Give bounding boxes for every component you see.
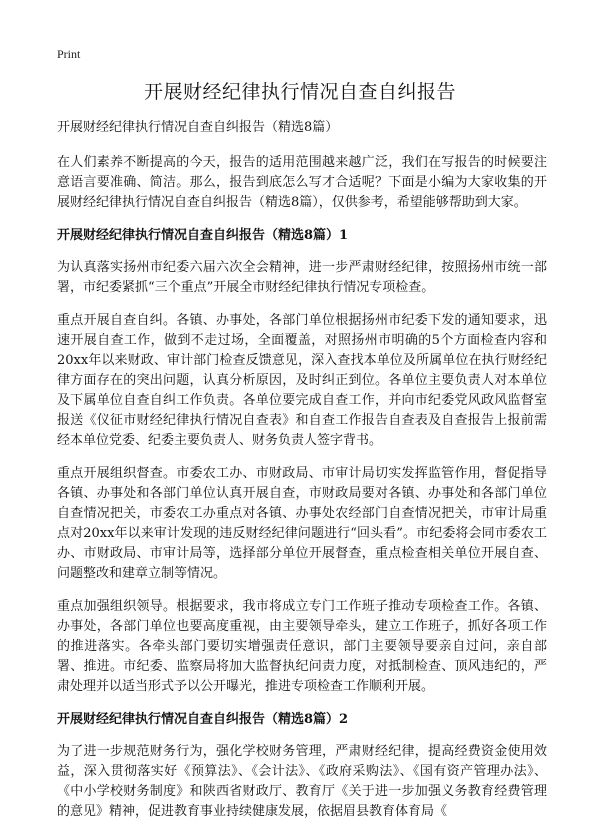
section-heading-1: 开展财经纪律执行情况自查自纠报告（精选8篇）1 xyxy=(57,228,349,243)
section2-paragraph: 为了进一步规范财务行为，强化学校财务管理，严肃财经纪律，提高经费资金使用效益，深入贯彻落实好《预算法》、《会计法》、《政府采购法》、《国有资产管理办法》、《中小学校财务制度》和陕西省财政厅、教育厅《关于进一步加强义务教育经费管理的意见》精神，促进教育事业持续健康发展，依据眉县教育体育局《 xyxy=(57,744,547,819)
section1-paragraph: 为认真落实扬州市纪委六届六次全会精神，进一步严肃财经纪律，按照扬州市统一部署，市纪委紧抓“三个重点”开展全市财经纪律执行情况专项检查。 xyxy=(57,260,547,295)
document-subtitle: 开展财经纪律执行情况自查自纠报告（精选8篇） xyxy=(57,120,339,135)
document-body xyxy=(57,118,547,828)
print-link[interactable]: Print xyxy=(57,47,81,61)
section1-paragraph: 重点加强组织领导。根据要求，我市将成立专门工作班子推动专项检查工作。各镇、办事处，各部门单位也要高度重视，由主要领导牵头，建立工作班子，抓好各项工作的推进落实。各牵头部门要切实增强责任意识，部门主要领导要亲自过问，亲自部署、推进。市纪委、监察局将加大监督执纪问责力度，对抵制检查、顶风违纪的，严肃处理并以适当形式予以公开曝光，推进专项检查工作顺利开展。 xyxy=(57,599,547,694)
intro-paragraph: 在人们素养不断提高的今天，报告的适用范围越来越广泛，我们在写报告的时候要注意语言要准确、简洁。那么，报告到底怎么写才合适呢？下面是小编为大家收集的开展财经纪律执行情况自查自纠报告（精选8篇），仅供参考，希望能够帮助到大家。 xyxy=(57,155,547,210)
section-heading-2: 开展财经纪律执行情况自查自纠报告（精选8篇）2 xyxy=(57,712,349,727)
section1-paragraph: 重点开展自查自纠。各镇、办事处，各部门单位根据扬州市纪委下发的通知要求，迅速开展自查工作，做到不走过场，全面覆盖，对照扬州市明确的5个方面检查内容和20xx年以来财政、审计部门检查反馈意见，深入查找本单位及所属单位在执行财经纪律方面存在的突出问题，认真分析原因，及时纠正到位。各单位主要负责人对本单位及下属单位自查自纠工作负责。各单位要完成自查工作，并向市纪委党风政风监督室报送《仪征市财经纪律执行情况自查表》和自查工作报告自查表及自查报告上报前需经本单位党委、纪委主要负责人、财务负责人签字背书。 xyxy=(57,313,547,448)
page-title: 开展财经纪律执行情况自查自纠报告 xyxy=(143,81,456,103)
section1-paragraph: 重点开展组织督查。市委农工办、市财政局、市审计局切实发挥监管作用，督促指导各镇、办事处和各部门单位认真开展自查，市财政局要对各镇、办事处和各部门单位自查情况把关，市委农工办重点对各镇、办事处农经部门自查情况把关，市审计局重点对20xx年以来审计发现的违反财经纪律问题进行“回头看”。市纪委将会同市委农工办、市财政局、市审计局等，选择部分单位开展督查，重点检查相关单位开展自查、问题整改和建章立制等情况。 xyxy=(57,466,547,581)
